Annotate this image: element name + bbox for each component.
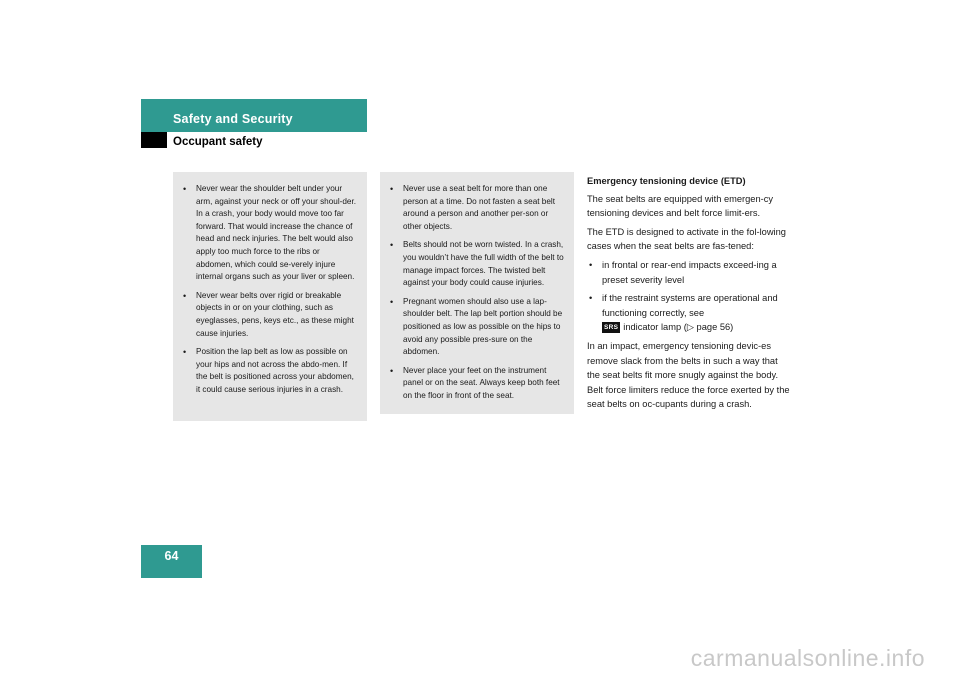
etd-case-item bbox=[587, 291, 792, 335]
etd-section bbox=[587, 174, 792, 416]
etd-case-item: • in frontal or rear-end impacts exceed-ing a preset severity level bbox=[587, 258, 792, 287]
warning-box-left bbox=[173, 172, 367, 421]
warning-item: • Never wear the shoulder belt under your arm, against your neck or off your shoul-der. In a crash, your body would move too far forward. That would increase the chance of head and neck injuries. The belt would also apply too much force to the ribs or abdomen, which could se-verely injure internal organs such as your liver or spleen. bbox=[183, 183, 357, 284]
warning-item: • Never wear belts over rigid or breakable objects in or on your clothing, such as eyeglasses, pens, keys etc., as these might cause injuries. bbox=[183, 290, 357, 340]
etd-paragraph: In an impact, emergency tensioning devic-es remove slack from the belts in such a way that the seat belts fit more snugly against the body. Belt force limiters reduce the force exerted by the seat belts on oc-cupants during a crash. bbox=[587, 340, 790, 410]
warning-box-middle bbox=[380, 172, 574, 414]
etd-heading: Emergency tensioning device (ETD) bbox=[587, 176, 746, 186]
srs-indicator-icon: SRS bbox=[604, 324, 619, 332]
warning-list bbox=[183, 183, 357, 397]
section-title: Safety and Security bbox=[173, 112, 293, 126]
page-reference-link[interactable]: indicator lamp (▷ page 56) bbox=[623, 322, 734, 333]
warning-item: • Belts should not be worn twisted. In a crash, you wouldn’t have the full width of the belt to manage impact forces. The twisted belt against your body could cause injuries. bbox=[390, 239, 564, 289]
page-number: 64 bbox=[164, 549, 179, 563]
etd-case-text: if the restraint systems are operational and functioning correctly, see bbox=[602, 293, 778, 318]
warning-item: • Position the lap belt as low as possible on your hips and not across the abdo-men. If the belt is positioned across your abdomen, it could cause serious injuries in a crash. bbox=[183, 346, 357, 396]
etd-paragraph: The ETD is designed to activate in the fol-lowing cases when the seat belts are fas-tened: bbox=[587, 226, 786, 252]
warning-item: • Pregnant women should also use a lap-shoulder belt. The lap belt portion should be positioned as low as possible on the hips to avoid any possible pres-sure on the abdomen. bbox=[390, 296, 564, 359]
warning-item: • Never place your feet on the instrument panel or on the seat. Always keep both feet on the floor in front of the seat. bbox=[390, 365, 564, 403]
subsection-marker bbox=[141, 132, 167, 148]
etd-case-list bbox=[587, 258, 792, 335]
subsection-title: Occupant safety bbox=[173, 136, 263, 148]
etd-paragraph: The seat belts are equipped with emergen-cy tensioning devices and belt force limit-ers. bbox=[587, 193, 774, 219]
warning-list bbox=[390, 183, 564, 403]
watermark: carmanualsonline.info bbox=[690, 645, 925, 671]
warning-item: • Never use a seat belt for more than one person at a time. Do not fasten a seat belt around a person and another per-son or other objects. bbox=[390, 183, 564, 233]
